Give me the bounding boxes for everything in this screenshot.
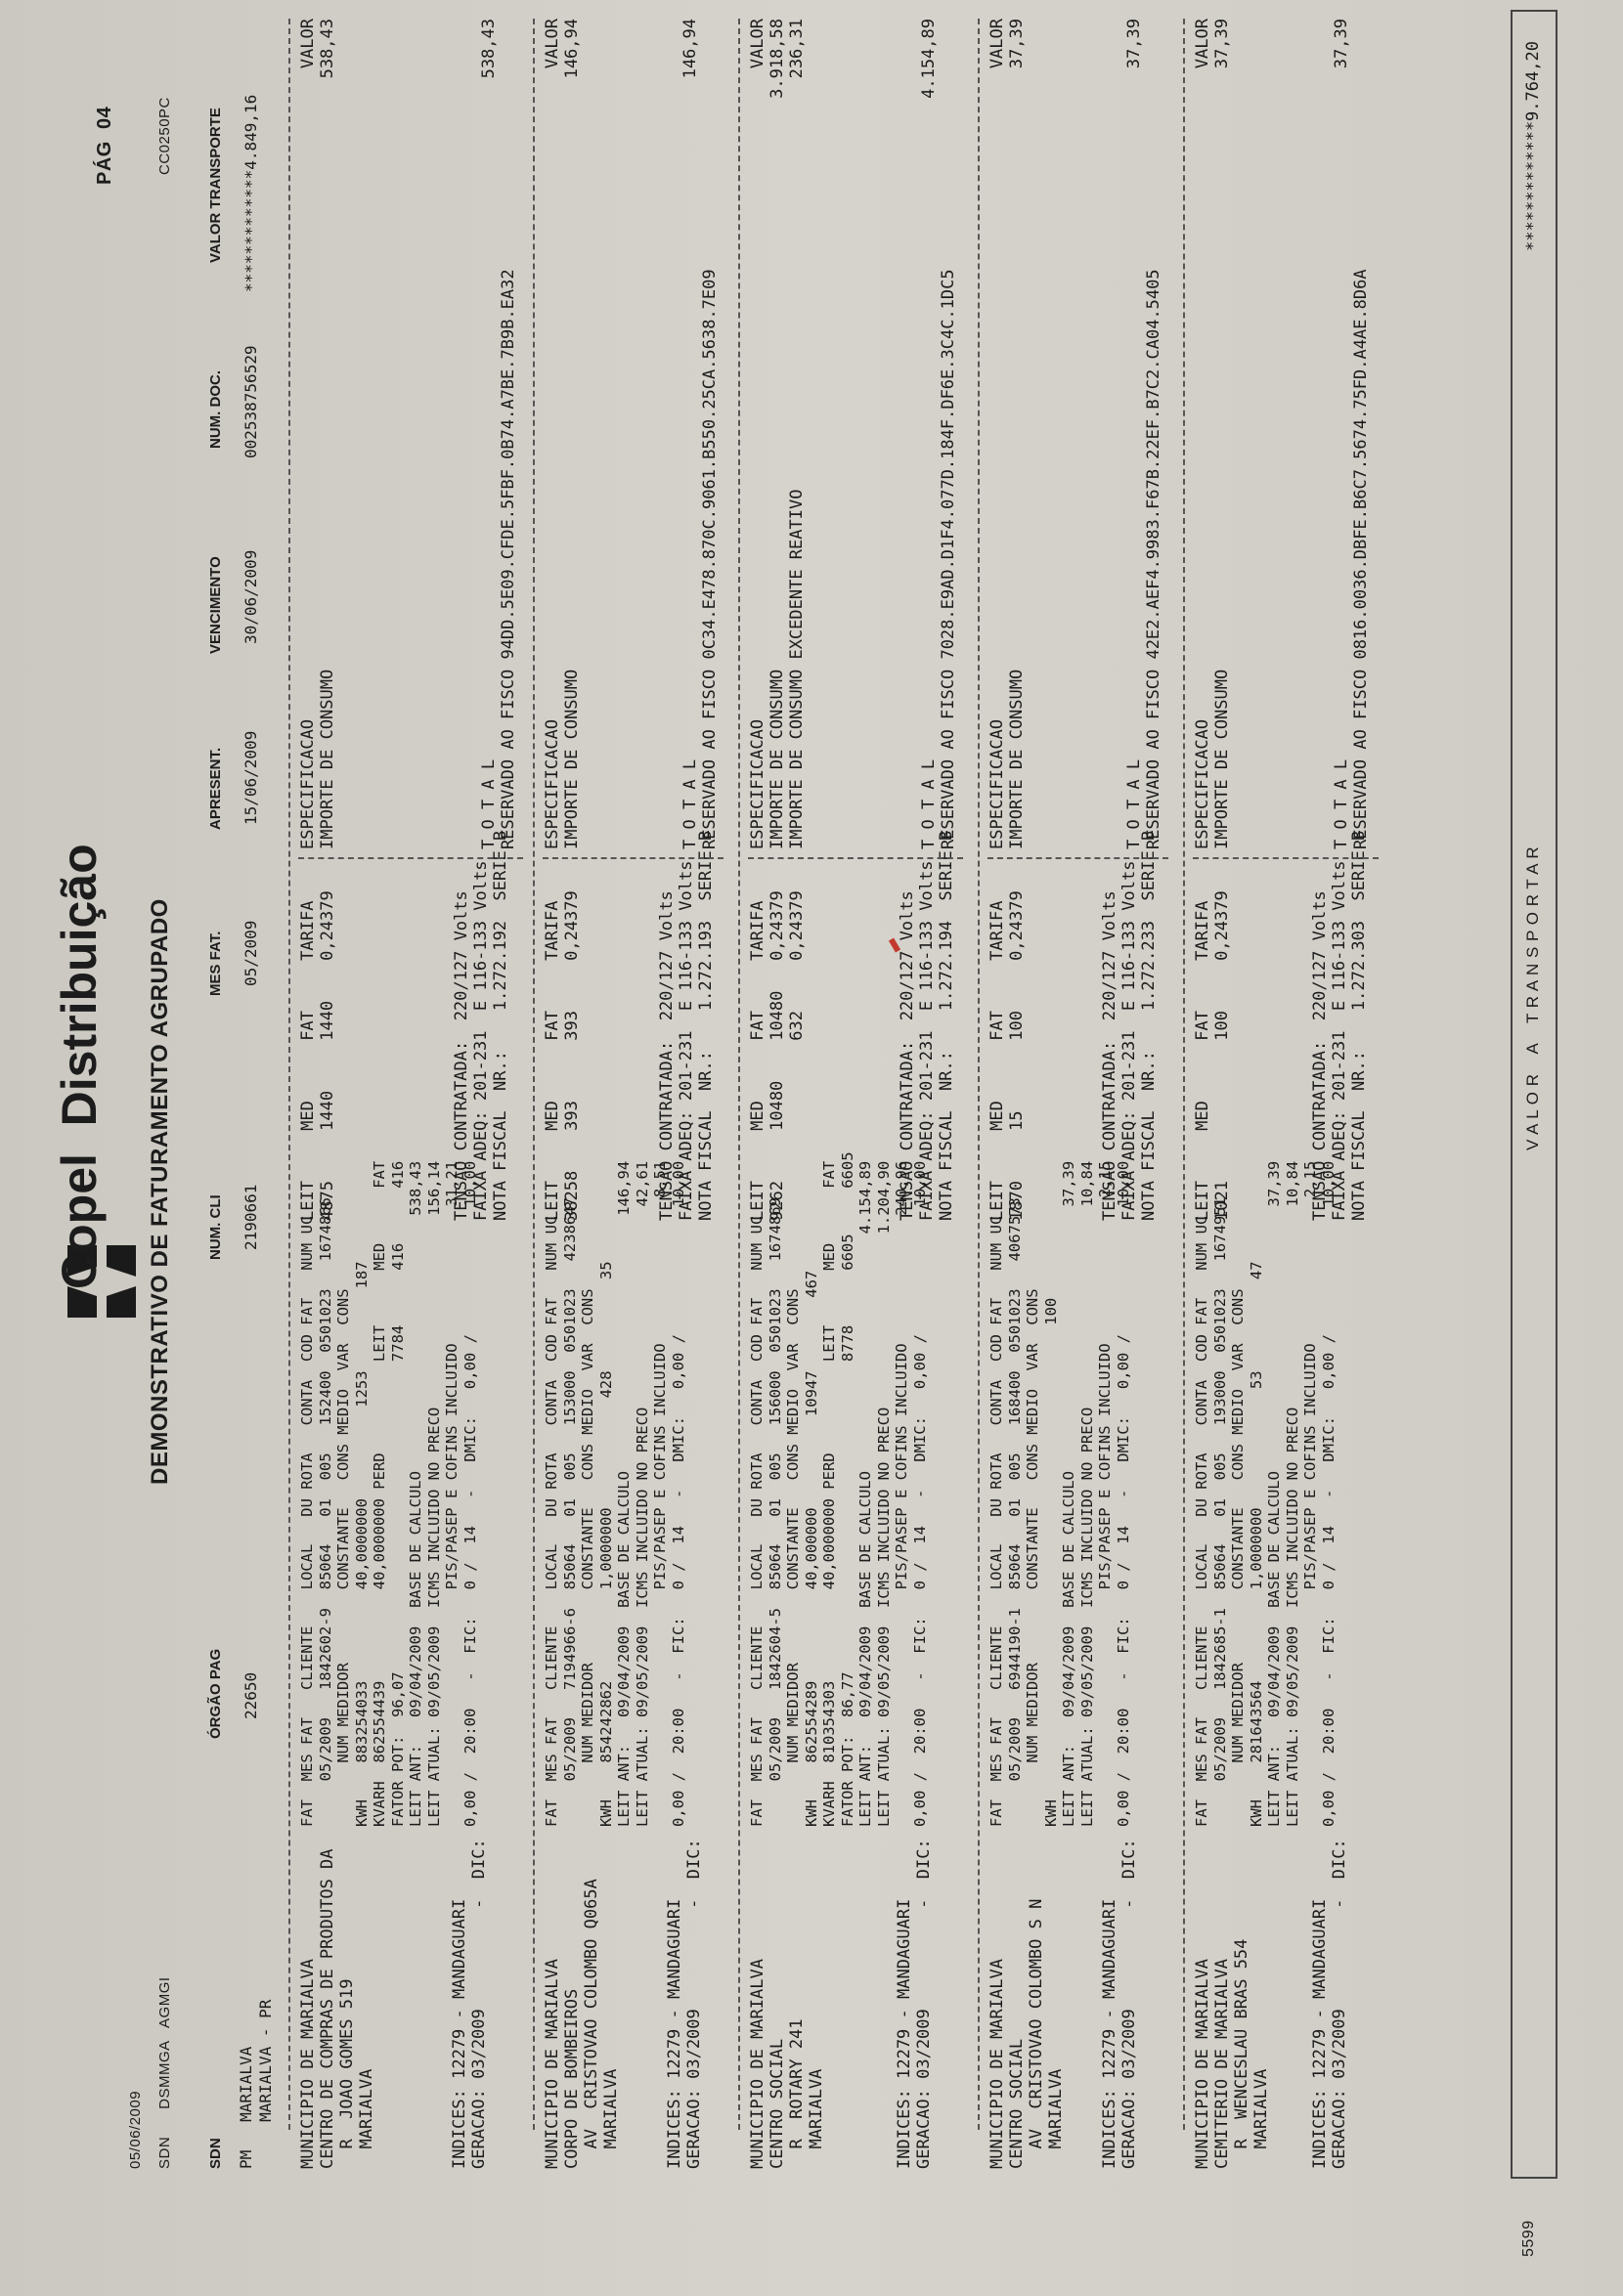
- record-indices: INDICES: 12279 - MANDAGUARI GERACAO: 03/2009 - DIC:: [1100, 1839, 1139, 2169]
- record-address: MUNICIPIO DE MARIALVA CEMITERIO DE MARIALVA R WENCESLAU BRAS 554 MARIALVA: [1193, 1938, 1271, 2169]
- record-total-label: T O T A L: [680, 758, 700, 849]
- record-indices: INDICES: 12279 - MANDAGUARI GERACAO: 03/2009 - DIC:: [1310, 1839, 1349, 2169]
- col-apresent: APRESENT.: [207, 747, 224, 830]
- record-leit-block: LEIT MED FAT TARIFA 1870 15 100 0,24379: [987, 890, 1027, 1221]
- record-address: MUNICIPIO DE MARIALVA CORPO DE BOMBEIROS AV CRISTOVAO COLOMBO Q065A MARIALVA: [543, 1879, 621, 2169]
- logo-title: Copel Distribuição: [52, 844, 107, 1289]
- record-total-valor: 37,39: [1332, 19, 1351, 69]
- record-total-valor: 538,43: [479, 19, 499, 79]
- record-indices: INDICES: 12279 - MANDAGUARI GERACAO: 03/2009 - DIC:: [450, 1839, 489, 2169]
- footer-left-code: 5599: [1520, 2220, 1537, 2257]
- record-total-label: T O T A L: [1124, 758, 1144, 849]
- record-tensao: TENSAO CONTRATADA: 220/127 Volts FAIXA ADEQ: 201-231 E 116-133 Volts NOTA FISCAL NR.: 1.272.192 SERIE B: [452, 830, 510, 1221]
- record-fat-block: FAT MES FAT CLIENTE LOCAL DU ROTA CONTA COD FAT NUM UC 05/2009 1842602-9 85064 01 005 152400 0501023 1674866 NUM MEDIDOR CONSTANTE CONS MEDIO VAR CONS KWH 883254033 40,0000000 1253 187 KVARH 862554439 40,0000000 PERD LEIT MED FAT FATOR POT: 96,07 7784 416 416 LEIT ANT: 09/04/2009 BASE DE CALCULO 538,43 LEIT ATUAL: 09/05/2009 ICMS INCLUIDO NO PRECO 156,14 PIS/PASEP E COFINS INCLUIDO 31,21 0,00 / 20:00 - FIC: 0 / 14 - DMIC: 0,00 / 10,00: [298, 1160, 479, 1827]
- record-address: MUNICIPIO DE MARIALVA CENTRO DE COMPRAS DE PRODUTOS DA R JOAO GOMES 519 MARIALVA: [298, 1848, 376, 2169]
- summary-apresent: 15/06/2009: [241, 730, 260, 825]
- page-number: PÁG 04: [94, 106, 115, 185]
- record-valor: VALOR 37,39: [987, 19, 1027, 69]
- summary-mes-fat: 05/2009: [241, 920, 260, 986]
- record-tensao: TENSAO CONTRATADA: 220/127 Volts FAIXA ADEQ: 201-231 E 116-133 Volts NOTA FISCAL NR.: 1.272.194 SERIE B: [898, 830, 956, 1221]
- record-indices: INDICES: 12279 - MANDAGUARI GERACAO: 03/2009 - DIC:: [895, 1839, 934, 2169]
- record-fat-block: FAT MES FAT CLIENTE LOCAL DU ROTA CONTA COD FAT NUM UC 05/2009 1842604-5 85064 01 005 156000 0501023 1674869 NUM MEDIDOR CONSTANTE CONS MEDIO VAR CONS KWH 862554289 40,000000 10947 467 KVARH 810354303 40,0000000 PERD LEIT MED FAT FATOR POT: 86,77 8778 6605 6605 LEIT ANT: 09/04/2009 BASE DE CALCULO 4.154,89 LEIT ATUAL: 09/05/2009 ICMS INCLUIDO NO PRECO 1.204,90 PIS/PASEP E COFINS INCLUIDO 240,96 0,00 / 20:00 - FIC: 0 / 14 - DMIC: 0,00 / 10,00: [748, 1151, 929, 1827]
- summary-num-doc: 002538756529: [241, 345, 260, 458]
- record-reservado-fisco: RESERVADO AO FISCO 42E2.AEF4.9983.F67B.22EF.B7C2.CA04.5405: [1144, 269, 1163, 849]
- record-tensao: TENSAO CONTRATADA: 220/127 Volts FAIXA ADEQ: 201-231 E 116-133 Volts NOTA FISCAL NR.: 1.272.303 SERIE B: [1310, 830, 1369, 1221]
- record-column-divider: [298, 857, 523, 859]
- record-especificacao: ESPECIFICACAO IMPORTE DE CONSUMO: [987, 669, 1027, 849]
- record-especificacao: ESPECIFICACAO IMPORTE DE CONSUMO: [543, 669, 582, 849]
- col-mes-fat: MES FAT.: [207, 931, 224, 996]
- record-valor: VALOR 538,43: [298, 19, 337, 79]
- record-tensao: TENSAO CONTRATADA: 220/127 Volts FAIXA ADEQ: 201-231 E 116-133 Volts NOTA FISCAL NR.: 1.272.193 SERIE B: [657, 830, 716, 1221]
- footer-value: *************9.764,20: [1523, 41, 1543, 251]
- summary-vencimento: 30/06/2009: [241, 549, 260, 644]
- record-especificacao: ESPECIFICACAO IMPORTE DE CONSUMO IMPORTE DE CONSUMO EXCEDENTE REATIVO: [748, 489, 807, 849]
- record-total-label: T O T A L: [479, 758, 499, 849]
- record-reservado-fisco: RESERVADO AO FISCO 0816.0036.DBFE.B6C7.5674.75FD.A4AE.8D6A: [1351, 269, 1371, 849]
- col-num-cli: NUM. CLI: [207, 1194, 224, 1260]
- summary-orgao: 22650: [241, 1671, 260, 1719]
- record-address: MUNICIPIO DE MARIALVA CENTRO SOCIAL AV CRISTOVAO COLOMBO S N MARIALVA: [987, 1898, 1066, 2169]
- record-total-valor: 4.154,89: [919, 19, 939, 99]
- col-vencimento: VENCIMENTO: [207, 556, 224, 654]
- record-reservado-fisco: RESERVADO AO FISCO 0C34.E478.870C.9061.B550.25CA.5638.7E09: [700, 269, 720, 849]
- report-date: 05/06/2009: [127, 2090, 144, 2169]
- col-sdn: SDN: [207, 2138, 224, 2169]
- record-especificacao: ESPECIFICACAO IMPORTE DE CONSUMO: [298, 669, 337, 849]
- record-tensao: TENSAO CONTRATADA: 220/127 Volts FAIXA ADEQ: 201-231 E 116-133 Volts NOTA FISCAL NR.: 1.272.233 SERIE B: [1100, 830, 1159, 1221]
- record-column-divider: [987, 857, 1168, 859]
- system-codes: SDN DSMMGA AGMGI: [156, 1976, 173, 2169]
- record-total-valor: 37,39: [1124, 19, 1144, 69]
- record-reservado-fisco: RESERVADO AO FISCO 94DD.5E09.CFDE.5FBF.0B74.A7BE.7B9B.EA32: [499, 269, 518, 849]
- record-total-valor: 146,94: [680, 19, 700, 79]
- record-leit-block: LEIT MED FAT TARIFA 38258 393 393 0,24379: [543, 890, 582, 1221]
- record-divider: [738, 19, 740, 2130]
- record-fat-block: FAT MES FAT CLIENTE LOCAL DU ROTA CONTA COD FAT NUM UC 05/2009 6944190-1 85064 01 005 168400 0501023 4067573 NUM MEDIDOR CONSTANTE CONS MEDIO VAR CONS KWH 100 LEIT ANT: 09/04/2009 BASE DE CALCULO 37,39 LEIT ATUAL: 09/05/2009 ICMS INCLUIDO NO PRECO 10,84 PIS/PASEP E COFINS INCLUIDO 2,15 0,00 / 20:00 - FIC: 0 / 14 - DMIC: 0,00 / 10,00: [987, 1160, 1132, 1827]
- record-especificacao: ESPECIFICACAO IMPORTE DE CONSUMO: [1193, 669, 1232, 849]
- report-code: CC0250PC: [156, 97, 173, 175]
- col-num-doc: NUM. DOC.: [207, 370, 224, 449]
- summary-num-cli: 2190661: [241, 1184, 260, 1250]
- record-valor: VALOR 37,39: [1193, 19, 1232, 69]
- summary-pm: PM MARIALVA MARIALVA - PR: [237, 1999, 275, 2169]
- record-total-label: T O T A L: [919, 758, 939, 849]
- record-divider: [1183, 19, 1185, 2130]
- footer-label: V A L O R A T R A N S P O R T A R: [1523, 845, 1542, 1150]
- record-valor: VALOR 146,94: [543, 19, 582, 79]
- record-leit-block: LEIT MED FAT TARIFA 1021 100 0,24379: [1193, 890, 1232, 1221]
- record-divider: [533, 19, 535, 2130]
- copel-logo-icon: [39, 1294, 127, 1382]
- record-address: MUNICIPIO DE MARIALVA CENTRO SOCIAL R ROTARY 241 MARIALVA: [748, 1959, 826, 2169]
- record-fat-block: FAT MES FAT CLIENTE LOCAL DU ROTA CONTA COD FAT NUM UC 05/2009 7194966-6 85064 01 005 153000 0501023 4238647 NUM MEDIDOR CONSTANTE CONS MEDIO VAR CONS KWH 854242862 1,0000000 428 35 LEIT ANT: 09/04/2009 BASE DE CALCULO 146,94 LEIT ATUAL: 09/05/2009 ICMS INCLUIDO NO PRECO 42,61 PIS/PASEP E COFINS INCLUIDO 8,51 0,00 / 20:00 - FIC: 0 / 14 - DMIC: 0,00 / 10,00: [543, 1160, 687, 1827]
- col-orgao-pag: ÓRGÃO PAG: [207, 1648, 224, 1739]
- record-valor: VALOR 3.918,58 236,31: [748, 19, 807, 99]
- record-column-divider: [1193, 857, 1379, 859]
- record-total-label: T O T A L: [1332, 758, 1351, 849]
- record-column-divider: [748, 857, 963, 859]
- record-leit-block: LEIT MED FAT TARIFA 9262 10480 10480 0,24379 632 0,24379: [748, 890, 807, 1221]
- summary-valor-transporte: *************4.849,16: [241, 94, 260, 292]
- report-title: DEMONSTRATIVO DE FATURAMENTO AGRUPADO: [147, 898, 173, 1485]
- col-valor-transporte: VALOR TRANSPORTE: [207, 108, 224, 263]
- record-fat-block: FAT MES FAT CLIENTE LOCAL DU ROTA CONTA COD FAT NUM UC 05/2009 1842685-1 85064 01 005 193000 0501023 1674951 NUM MEDIDOR CONSTANTE CONS MEDIO VAR CONS KWH 281643564 1,0000000 53 47 LEIT ANT: 09/04/2009 BASE DE CALCULO 37,39 LEIT ATUAL: 09/05/2009 ICMS INCLUIDO NO PRECO 10,84 PIS/PASEP E COFINS INCLUIDO 2,15 0,00 / 20:00 - FIC: 0 / 14 - DMIC: 0,00 / 10,00: [1193, 1160, 1338, 1827]
- record-divider: [288, 19, 290, 2130]
- record-leit-block: LEIT MED FAT TARIFA 4875 1440 1440 0,24379: [298, 890, 337, 1221]
- record-indices: INDICES: 12279 - MANDAGUARI GERACAO: 03/2009 - DIC:: [665, 1839, 704, 2169]
- record-column-divider: [543, 857, 724, 859]
- record-divider: [978, 19, 980, 2130]
- record-reservado-fisco: RESERVADO AO FISCO 7028.E9AD.D1F4.077D.184F.DF6E.3C4C.1DC5: [939, 269, 958, 849]
- footer-box: [1511, 10, 1557, 2179]
